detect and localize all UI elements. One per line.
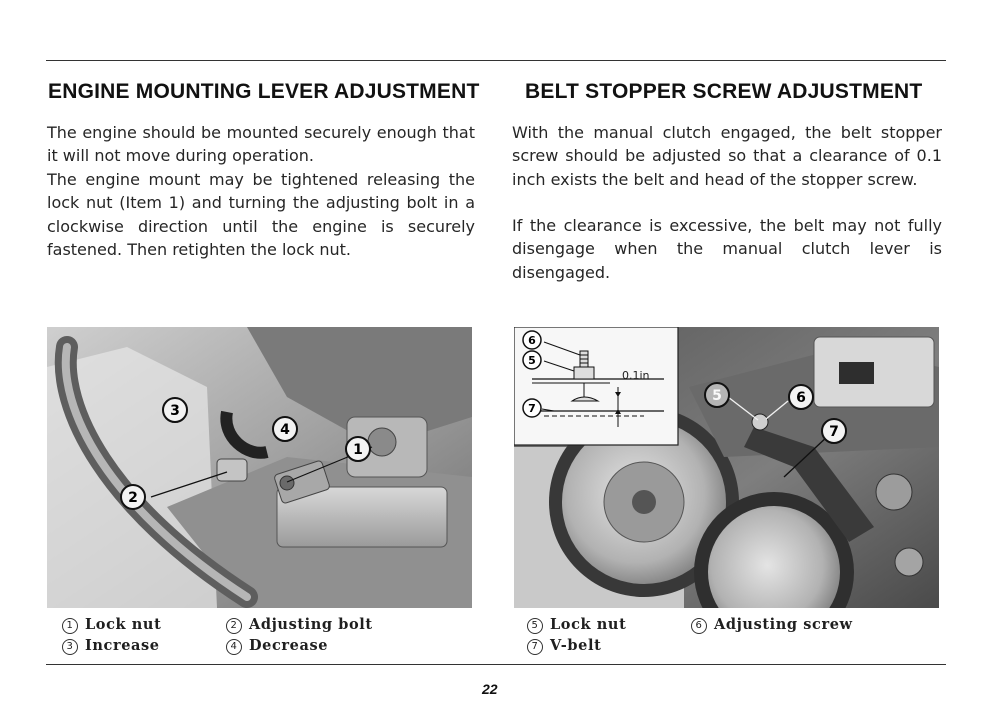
engine-mounting-paragraph-2: The engine mount may be tightened releasing the lock nut (Item 1) and turning the adjusting bolt in a clockwise direction until the engine is securely fastened. Then retighten the lock nut. xyxy=(47,170,475,259)
clearance-inset-diagram xyxy=(514,327,678,445)
inset-callout-5 xyxy=(523,351,541,369)
svg-text:6: 6 xyxy=(528,334,536,347)
top-rule xyxy=(46,60,946,61)
inset-callout-7 xyxy=(523,399,541,417)
belt-stopper-paragraph-1: With the manual clutch engaged, the belt stopper screw should be adjusted so that a clearance of 0.1 inch exists the belt and head of the stopper screw. xyxy=(512,123,942,189)
svg-text:7: 7 xyxy=(528,402,536,415)
engine-mounting-heading: ENGINE MOUNTING LEVER ADJUSTMENT xyxy=(48,80,480,103)
clearance-label: 0.1in xyxy=(622,369,650,382)
svg-text:4: 4 xyxy=(280,422,290,438)
svg-text:7: 7 xyxy=(829,424,839,440)
svg-text:6: 6 xyxy=(796,390,806,406)
svg-text:3: 3 xyxy=(170,403,180,419)
caption-decrease: 4 Decrease xyxy=(226,637,328,655)
svg-text:1: 1 xyxy=(353,442,363,458)
belt-stopper-photo xyxy=(514,327,939,608)
engine-mount-photo xyxy=(47,327,472,608)
callout-5 xyxy=(705,383,729,407)
page-number: 22 xyxy=(482,681,498,697)
svg-text:5: 5 xyxy=(712,388,722,404)
caption-lock-nut: 1 Lock nut xyxy=(62,616,161,634)
bottom-rule xyxy=(46,664,946,665)
caption-v-belt: 7 V-belt xyxy=(527,637,601,655)
caption-adjusting-bolt: 2 Adjusting bolt xyxy=(226,616,373,634)
callout-2 xyxy=(121,485,145,509)
belt-stopper-heading: BELT STOPPER SCREW ADJUSTMENT xyxy=(525,80,923,103)
callout-1 xyxy=(346,437,370,461)
caption-lock-nut-right: 5 Lock nut xyxy=(527,616,626,634)
svg-text:2: 2 xyxy=(128,490,138,506)
callout-6 xyxy=(789,385,813,409)
caption-increase: 3 Increase xyxy=(62,637,160,655)
svg-text:5: 5 xyxy=(528,354,536,367)
belt-stopper-paragraph-2: If the clearance is excessive, the belt may not fully disengage when the manual clutch lever is disengaged. xyxy=(512,216,942,282)
engine-mounting-paragraph-1: The engine should be mounted securely enough that it will not move during operation. xyxy=(47,123,475,166)
callout-4 xyxy=(273,417,297,441)
inset-callout-6 xyxy=(523,331,541,349)
callout-3 xyxy=(163,398,187,422)
callout-7 xyxy=(822,419,846,443)
caption-adjusting-screw: 6 Adjusting screw xyxy=(691,616,853,634)
